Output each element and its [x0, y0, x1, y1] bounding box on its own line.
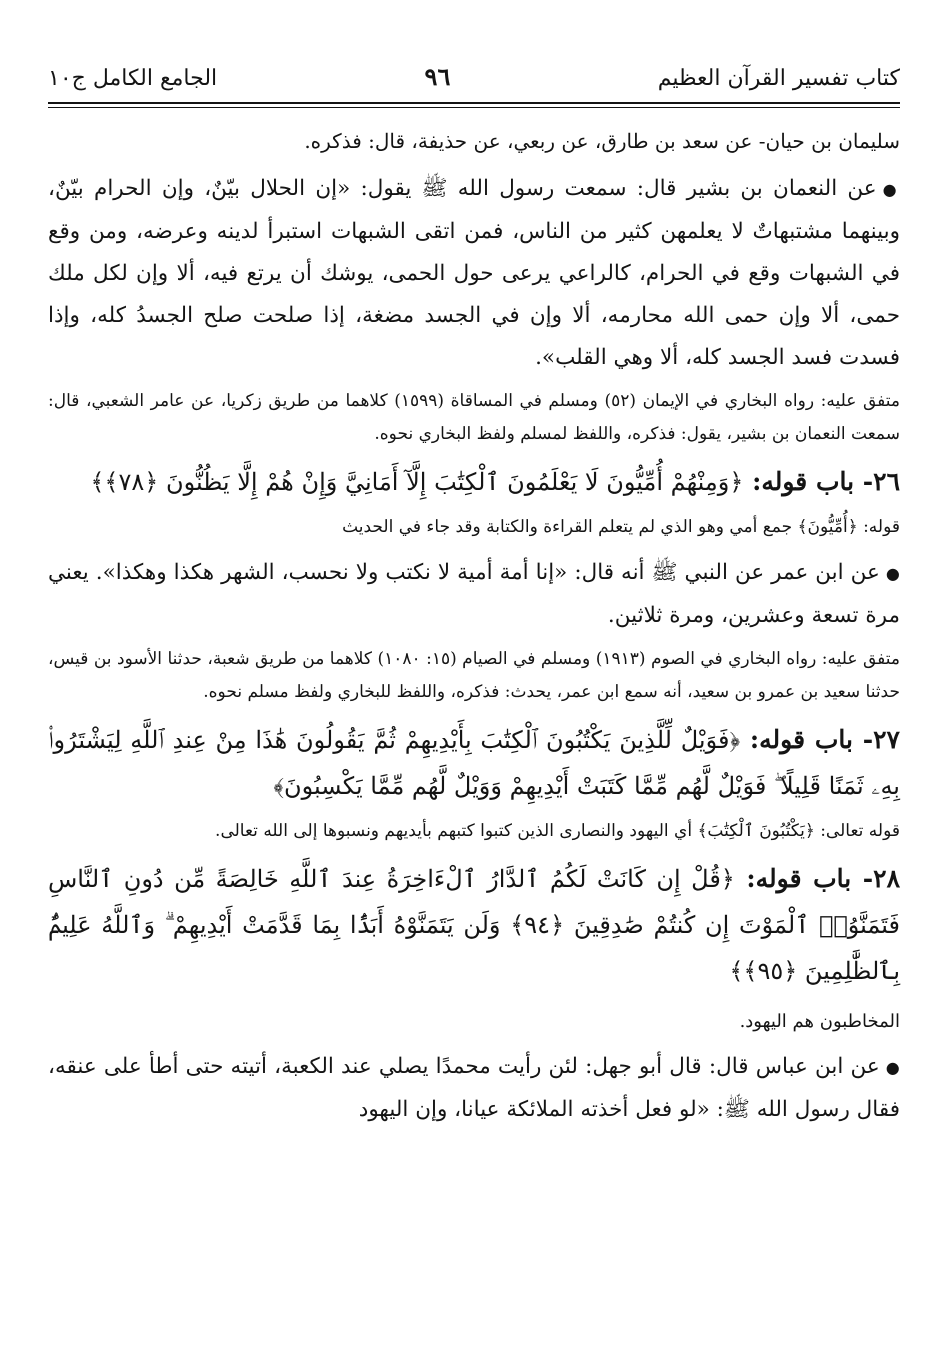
- gloss-note: قوله تعالى: ﴿يَكْتُبُونَ ٱلْكِتَٰبَ﴾ أي اليهود والنصارى الذين كتبوا كتبهم بأيديهم ونسبوها إلى الله تعالى.: [215, 821, 900, 841]
- running-header: [48, 52, 900, 102]
- page-number: ٩٦: [424, 62, 451, 91]
- chapter-heading: [48, 459, 900, 505]
- chapter-heading: [48, 717, 900, 809]
- hadith-text: عن النعمان بن بشير قال: سمعت رسول الله ﷺ يقول: «إن الحلال بيّنٌ، وإن الحرام بيّنٌ، وبينهما مشتبهاتٌ لا يعلمهن كثير من الناس، فمن اتقى الشبهات استبرأ لدينه وعرضه، ومن وقع في الشبهات وقع في الحرام، كالراعي يرعى حول الحمى، يوشك أن يرتع فيه، ألا وإن لكل ملك حمى، ألا وإن حمى الله محارمه، ألا وإن في الجسد مضغة، إذا صلحت صلح الجسدُ كله، وإذا فسدت فسد الجسد كله، ألا وهي القلب».: [48, 176, 900, 370]
- quran-verse: ﴿وَمِنْهُمْ أُمِّيُّونَ لَا يَعْلَمُونَ ٱلْكِتَٰبَ إِلَّآ أَمَانِيَّ وَإِنْ هُمْ إِلَّا يَظُنُّونَ ﴿٧٨﴾﴾: [90, 468, 744, 496]
- bullet-icon: ●: [882, 180, 900, 199]
- hadith-text: عن ابن عباس قال: قال أبو جهل: لئن رأيت محمدًا يصلي عند الكعبة، أتيته حتى أطأ على عنقه، فقال رسول الله ﷺ: «لو فعل أخذته الملائكة عيانا، وإن اليهود: [48, 1054, 900, 1122]
- volume-label: الجامع الكامل ج١٠: [48, 66, 218, 91]
- book-page: [48, 52, 900, 1137]
- chapter-label: ٢٧- باب قوله:: [749, 725, 900, 754]
- hadith-paragraph: [48, 552, 900, 637]
- takhrij-note: متفق عليه: رواه البخاري في الإيمان (٥٢) ومسلم في المساقاة (١٥٩٩) كلاهما من طريق زكريا، عن عامر الشعبي، قال: سمعت النعمان بن بشير، يقول: فذكره، واللفظ لمسلم ولفظ البخاري نحوه.: [48, 391, 900, 444]
- hadith-paragraph: [48, 1046, 900, 1131]
- book-title: كتاب تفسير القرآن العظيم: [657, 66, 900, 91]
- takhrij-note: متفق عليه: رواه البخاري في الصوم (١٩١٣) ومسلم في الصيام (١٥: ١٠٨٠) كلاهما من طريق شعبة، حدثنا الأسود بن قيس، حدثنا سعيد بن عمرو بن سعيد، أنه سمع ابن عمر، يحدث: فذكره، واللفظ للبخاري ولفظ مسلم نحوه.: [48, 649, 900, 702]
- hadith-text: عن ابن عمر عن النبي ﷺ أنه قال: «إنا أمة أمية لا نكتب ولا نحسب، الشهر هكذا وهكذا». يعني مرة تسعة وعشرين، ومرة ثلاثين.: [48, 560, 900, 628]
- quran-verse: ﴿فَوَيْلٌ لِّلَّذِينَ يَكْتُبُونَ ٱلْكِتَٰبَ بِأَيْدِيهِمْ ثُمَّ يَقُولُونَ هَٰذَا مِنْ عِندِ ٱللَّهِ لِيَشْتَرُوا۟ بِهِۦ ثَمَنًا قَلِيلًا ۖ فَوَيْلٌ لَّهُم مِّمَّا كَتَبَتْ أَيْدِيهِمْ وَوَيْلٌ لَّهُم مِّمَّا يَكْسِبُونَ﴾: [48, 726, 900, 800]
- chapter-label: ٢٦- باب قوله:: [752, 467, 900, 496]
- quran-verse: ﴿قُلْ إِن كَانَتْ لَكُمُ ٱلدَّارُ ٱلْءَاخِرَةُ عِندَ ٱللَّهِ خَالِصَةً مِّن دُونِ ٱلنَّاسِ فَتَمَنَّوُا۟ ٱلْمَوْتَ إِن كُنتُمْ صَٰدِقِينَ ﴿٩٤﴾ وَلَن يَتَمَنَّوْهُ أَبَدًۢا بِمَا قَدَّمَتْ أَيْدِيهِمْ ۗ وَٱللَّهُ عَلِيمٌۢ بِٱلظَّٰلِمِينَ ﴿٩٥﴾﴾: [48, 865, 900, 985]
- addressees-line: المخاطبون هم اليهود.: [739, 1011, 900, 1032]
- chapter-heading: [48, 856, 900, 994]
- chapter-label: ٢٨- باب قوله:: [746, 864, 900, 893]
- gloss-note: قوله: ﴿أُمِّيُّونَ﴾ جمع أمي وهو الذي لم يتعلم القراءة والكتابة وقد جاء في الحديث: [342, 517, 900, 537]
- bullet-icon: ●: [885, 564, 900, 583]
- bullet-icon: ●: [885, 1058, 900, 1077]
- hadith-paragraph: [48, 168, 900, 379]
- isnad-tail: سليمان بن حيان- عن سعد بن طارق، عن ربعي، عن حذيفة، قال: فذكره.: [304, 129, 900, 153]
